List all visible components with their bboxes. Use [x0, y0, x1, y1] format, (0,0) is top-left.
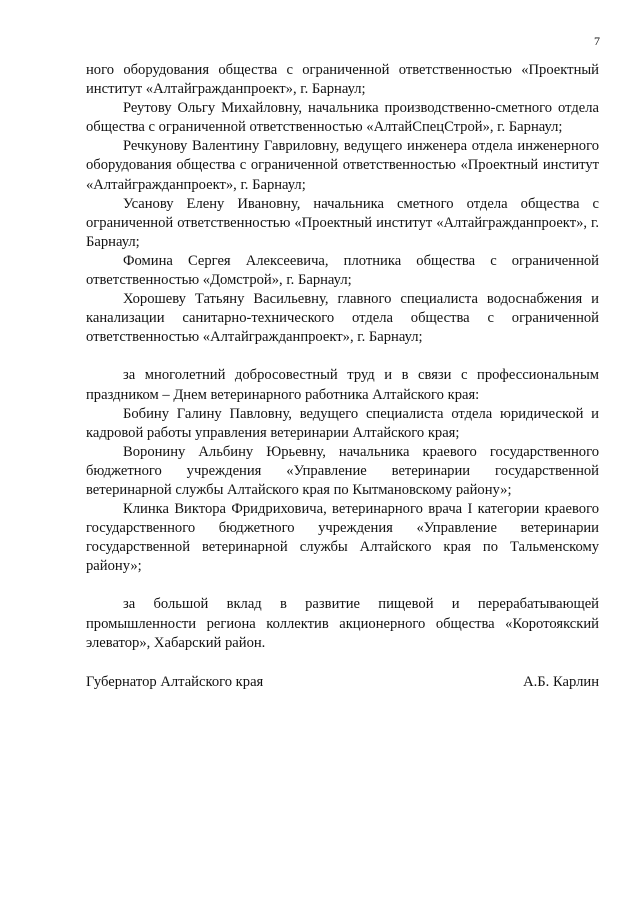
- paragraph: Фомина Сергея Алексеевича, плотника общества с ограниченной ответственностью «Домстрой», г. Барнаул;: [86, 252, 599, 289]
- paragraph: Усанову Елену Ивановну, начальника сметного отдела общества с ограниченной ответственностью «Проектный институт «Алтайгражданпроект», г. Барнаул;: [86, 195, 599, 250]
- paragraph: Воронину Альбину Юрьевну, начальника краевого государственного бюджетного учреждения «Управление ветеринарии государственной ветеринарной службы Алтайского края по Кытмановскому району»;: [86, 443, 599, 498]
- paragraph: Клинка Виктора Фридриховича, ветеринарного врача I категории краевого государственного бюджетного учреждения «Управление ветеринарии государственной ветеринарной службы Алтайского края по Тальменскому району»;: [86, 501, 599, 575]
- paragraph: за многолетний добросовестный труд и в связи с профессиональным праздником – Днем ветеринарного работника Алтайского края:: [86, 367, 599, 403]
- signatory-name: А.Б. Карлин: [523, 674, 599, 690]
- paragraph: Хорошеву Татьяну Васильевну, главного специалиста водоснабжения и канализации санитарно-технического отдела общества с ограниченной ответственностью «Алтайгражданпроект», г. Барнаул;: [86, 291, 599, 346]
- paragraph: Речкунову Валентину Гавриловну, ведущего инженера отдела инженерного оборудования общества с ограниченной ответственностью «Проектный институт «Алтайгражданпроект», г. Барнаул;: [86, 138, 599, 193]
- paragraph: Бобину Галину Павловну, ведущего специалиста отдела юридической и кадровой работы управления ветеринарии Алтайского края;: [86, 405, 599, 441]
- signature-block: [86, 673, 599, 692]
- document-body: [86, 61, 599, 653]
- paragraph: Реутову Ольгу Михайловну, начальника производственно-сметного отдела общества с ограниченной ответственностью «АлтайСпецСтрой», г. Барнаул;: [86, 100, 599, 136]
- paragraph: за большой вклад в развитие пищевой и перерабатывающей промышленности региона коллектив акционерного общества «Коротоякский элеватор», Хабарский район.: [86, 596, 599, 651]
- page-number: 7: [594, 34, 600, 48]
- signatory-position: Губернатор Алтайского края: [86, 674, 264, 690]
- paragraph: ного оборудования общества с ограниченной ответственностью «Проектный институт «Алтайгражданпроект», г. Барнаул;: [86, 62, 599, 98]
